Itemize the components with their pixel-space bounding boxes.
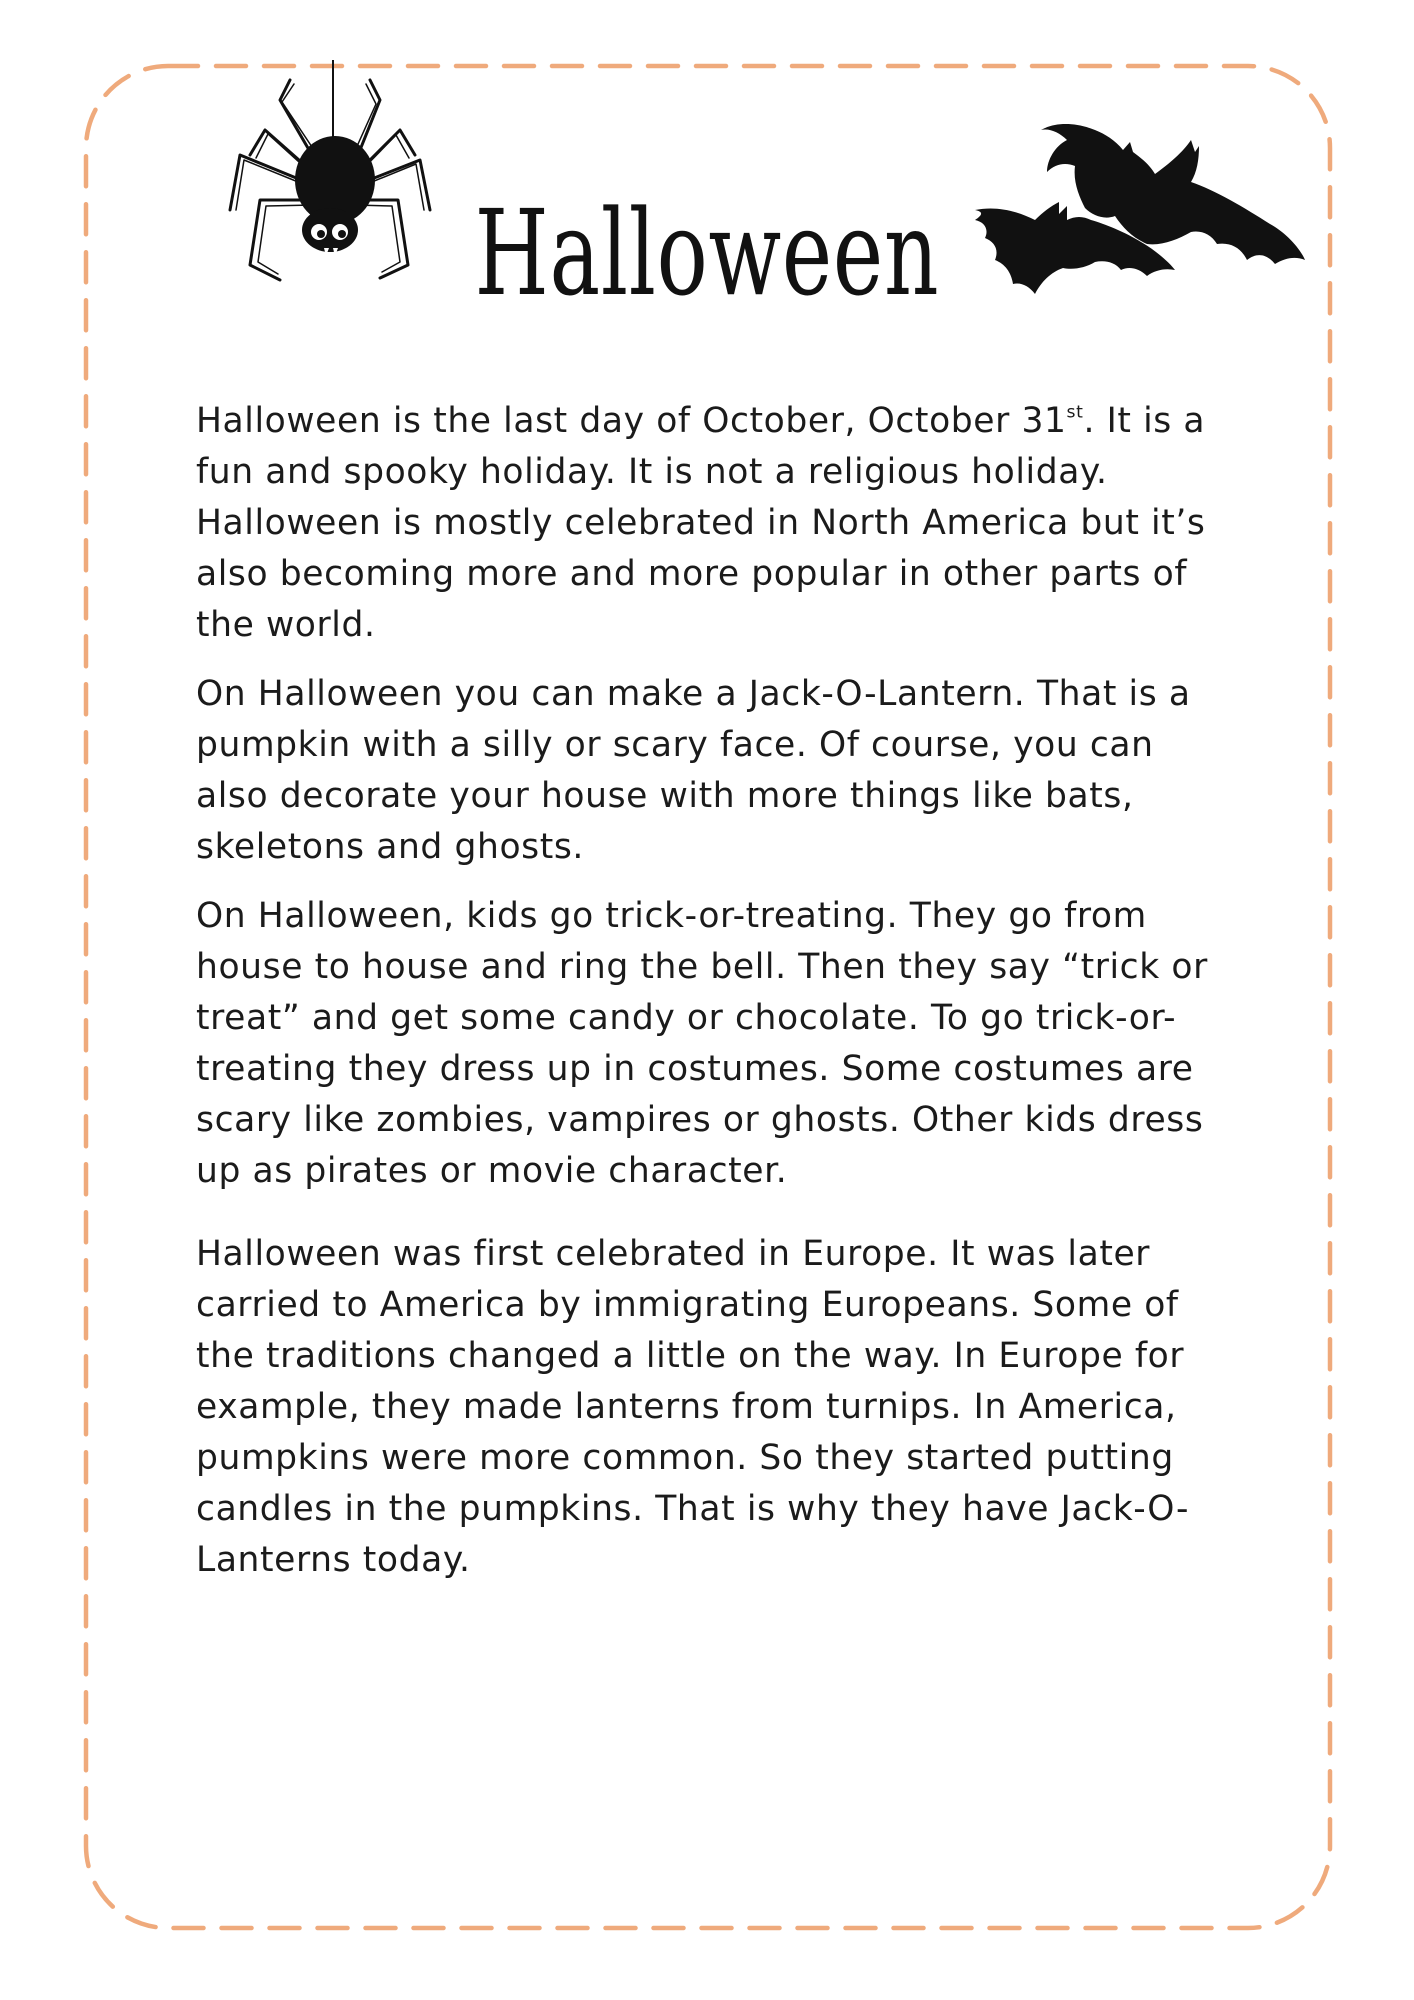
paragraph-4: Halloween was first celebrated in Europe. It was later carried to America by immigrating Europeans. Some of the traditions changed a little on the way. In Europe for example, they made lanterns from turnips. In America, pumpkins were more common. So they started putting candles in the pumpkins. That is why they have Jack-O-Lanterns today. — [196, 1234, 1190, 1580]
ordinal-suffix: st — [1066, 402, 1084, 423]
paragraph-2: On Halloween you can make a Jack-O-Lantern. That is a pumpkin with a silly or scary face. Of course, you can also decorate your house with more things like bats, skeletons and ghosts. — [196, 674, 1191, 867]
paragraph-1-rest: . It is a fun and spooky holiday. It is not a religious holiday. Halloween is mostly celebrated in North America but it’s also becoming more and more popular in other parts of the world. — [196, 401, 1206, 645]
paragraph-1-text: Halloween is the last day of October, October 31 — [196, 401, 1067, 441]
paragraph-3: On Halloween, kids go trick-or-treating. They go from house to house and ring the bell. Then they say “trick or treat” and get some candy or chocolate. To go trick-or-treating they dress up in costumes. Some costumes are scary like zombies, vampires or ghosts. Other kids dress up as pirates or movie character. — [196, 896, 1208, 1191]
page-title: Halloween — [474, 184, 940, 322]
article-body — [196, 396, 1226, 1586]
paragraph-1 — [196, 396, 1226, 651]
